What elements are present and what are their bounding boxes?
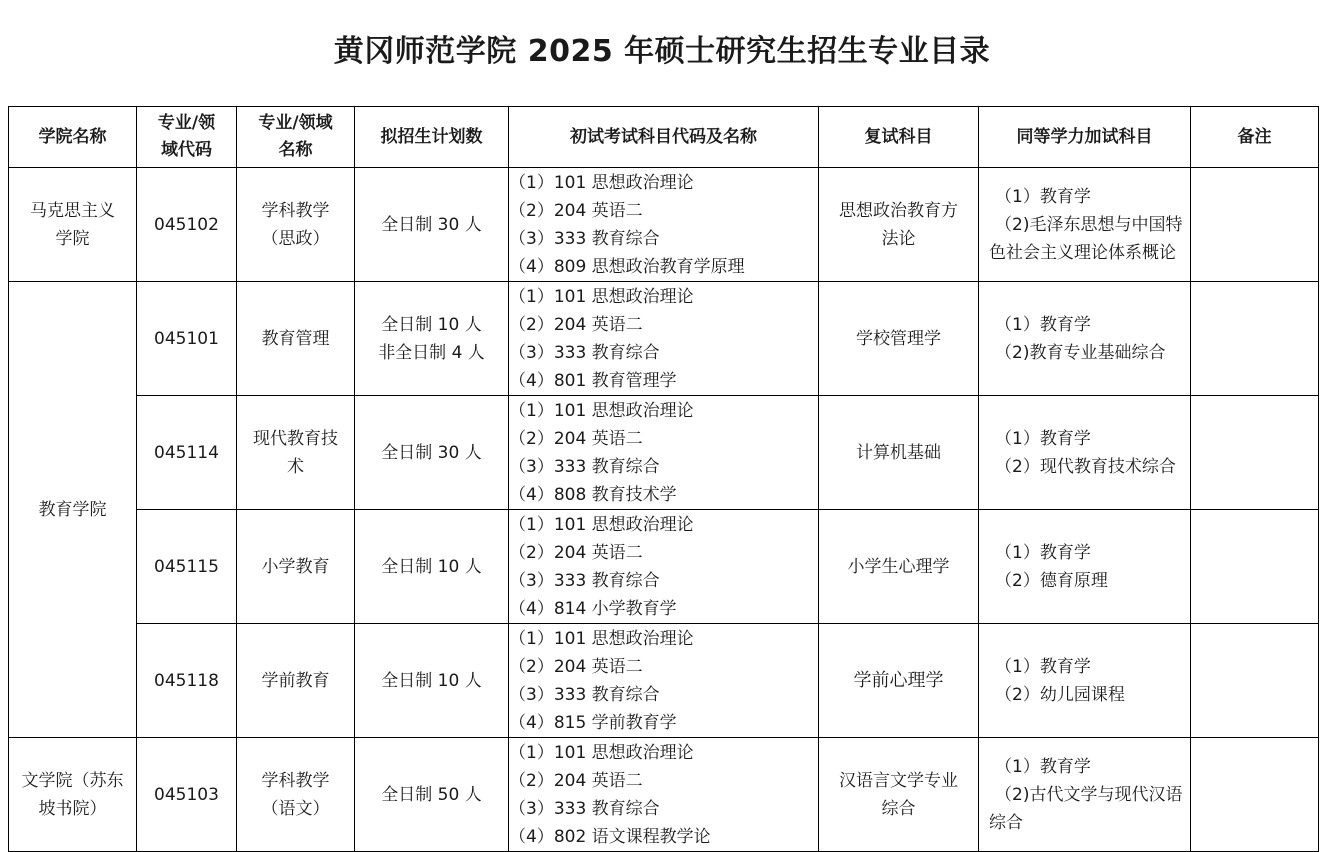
- header-code: 专业/领域代码: [137, 107, 237, 168]
- note-cell: [1191, 738, 1319, 852]
- code-cell: 045118: [137, 624, 237, 738]
- college-cell: 马克思主义学院: [9, 168, 137, 282]
- plan-cell: 全日制 10 人 非全日制 4 人: [355, 282, 509, 396]
- header-extra: 同等学力加试科目: [979, 107, 1191, 168]
- header-exam: 初试考试科目代码及名称: [509, 107, 819, 168]
- table-row: [9, 282, 1319, 396]
- note-cell: [1191, 510, 1319, 624]
- header-name: 专业/领域名称: [237, 107, 355, 168]
- retest-cell: 计算机基础: [819, 396, 979, 510]
- name-cell: 小学教育: [237, 510, 355, 624]
- name-cell: 学科教学（思政）: [237, 168, 355, 282]
- college-cell: 教育学院: [9, 282, 137, 738]
- header-row: [9, 107, 1319, 168]
- page-title: 黄冈师范学院 2025 年硕士研究生招生专业目录: [333, 34, 991, 69]
- header-plan: 拟招生计划数: [355, 107, 509, 168]
- table-row: [9, 624, 1319, 738]
- note-cell: [1191, 396, 1319, 510]
- code-cell: 045115: [137, 510, 237, 624]
- retest-cell: 学前心理学: [819, 624, 979, 738]
- code-cell: 045102: [137, 168, 237, 282]
- exam-cell: （1）101 思想政治理论 （2）204 英语二 （3）333 教育综合 （4）801 教育管理学: [509, 282, 819, 396]
- table-row: [9, 738, 1319, 852]
- note-cell: [1191, 282, 1319, 396]
- retest-cell: 思想政治教育方法论: [819, 168, 979, 282]
- header-college: 学院名称: [9, 107, 137, 168]
- header-retest: 复试科目: [819, 107, 979, 168]
- name-cell: 现代教育技术: [237, 396, 355, 510]
- exam-cell: （1）101 思想政治理论 （2）204 英语二 （3）333 教育综合 （4）808 教育技术学: [509, 396, 819, 510]
- extra-cell: （1）教育学 （2)毛泽东思想与中国特色社会主义理论体系概论: [979, 168, 1191, 282]
- catalog-table: [8, 106, 1319, 852]
- retest-cell: 小学生心理学: [819, 510, 979, 624]
- note-cell: [1191, 168, 1319, 282]
- exam-cell: （1）101 思想政治理论 （2）204 英语二 （3）333 教育综合 （4）802 语文课程教学论: [509, 738, 819, 852]
- extra-cell: （1）教育学 （2)教育专业基础综合: [979, 282, 1191, 396]
- college-cell: 文学院（苏东坡书院）: [9, 738, 137, 852]
- table-row: [9, 510, 1319, 624]
- code-cell: 045101: [137, 282, 237, 396]
- extra-cell: （1）教育学 （2)古代文学与现代汉语综合: [979, 738, 1191, 852]
- retest-cell: 学校管理学: [819, 282, 979, 396]
- plan-cell: 全日制 50 人: [355, 738, 509, 852]
- extra-cell: （1）教育学 （2）幼儿园课程: [979, 624, 1191, 738]
- plan-cell: 全日制 30 人: [355, 396, 509, 510]
- code-cell: 045103: [137, 738, 237, 852]
- note-cell: [1191, 624, 1319, 738]
- exam-cell: （1）101 思想政治理论 （2）204 英语二 （3）333 教育综合 （4）814 小学教育学: [509, 510, 819, 624]
- name-cell: 学前教育: [237, 624, 355, 738]
- name-cell: 学科教学（语文）: [237, 738, 355, 852]
- name-cell: 教育管理: [237, 282, 355, 396]
- plan-cell: 全日制 30 人: [355, 168, 509, 282]
- table-row: [9, 396, 1319, 510]
- retest-cell: 汉语言文学专业综合: [819, 738, 979, 852]
- plan-cell: 全日制 10 人: [355, 510, 509, 624]
- extra-cell: （1）教育学 （2）德育原理: [979, 510, 1191, 624]
- extra-cell: （1）教育学 （2）现代教育技术综合: [979, 396, 1191, 510]
- header-note: 备注: [1191, 107, 1319, 168]
- plan-cell: 全日制 10 人: [355, 624, 509, 738]
- table-row: [9, 168, 1319, 282]
- code-cell: 045114: [137, 396, 237, 510]
- exam-cell: （1）101 思想政治理论 （2）204 英语二 （3）333 教育综合 （4）815 学前教育学: [509, 624, 819, 738]
- exam-cell: （1）101 思想政治理论 （2）204 英语二 （3）333 教育综合 （4）809 思想政治教育学原理: [509, 168, 819, 282]
